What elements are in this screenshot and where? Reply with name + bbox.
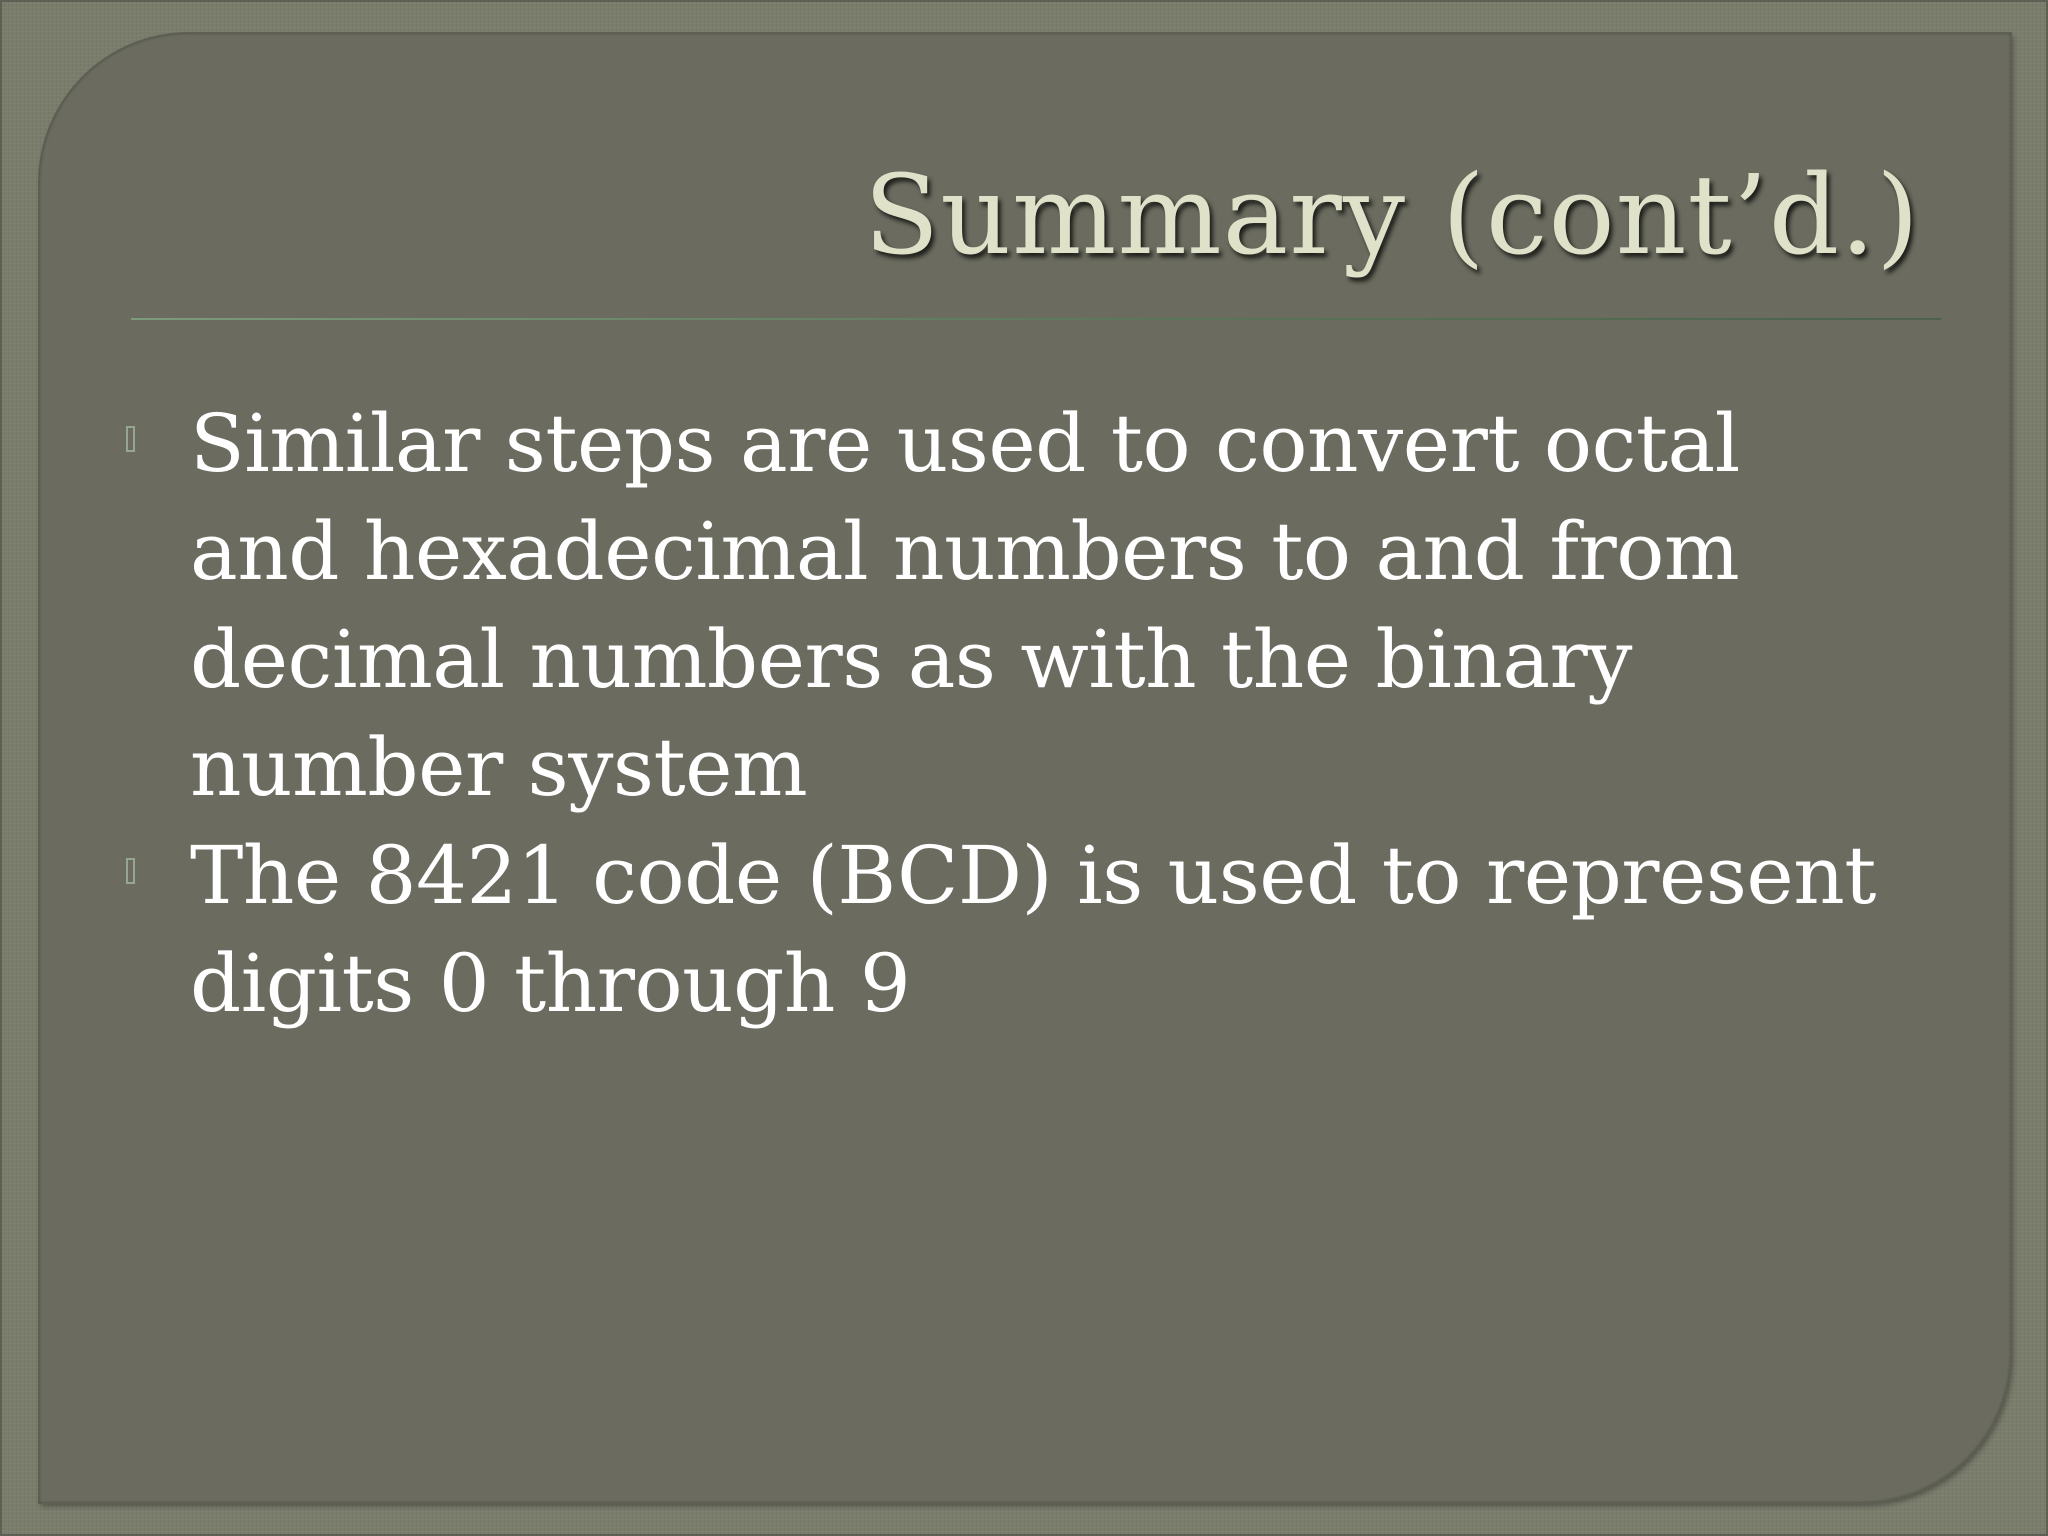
title-divider	[131, 318, 1941, 320]
bullet-square-icon	[126, 426, 135, 452]
bullet-item	[124, 822, 1944, 1038]
slide-title: Summary (cont’d.)	[863, 151, 1920, 279]
bullet-list	[124, 390, 1944, 1038]
bullet-line: digits 0 through 9	[190, 937, 911, 1030]
bullet-line: decimal numbers as with the binary	[190, 613, 1632, 706]
bullet-line: and hexadecimal numbers to and from	[190, 505, 1740, 598]
bullet-line: Similar steps are used to convert octal	[190, 397, 1740, 490]
bullet-item	[124, 390, 1944, 822]
bullet-line: number system	[190, 721, 808, 814]
bullet-square-icon	[126, 858, 135, 884]
bullet-line: The 8421 code (BCD) is used to represent	[190, 829, 1876, 922]
